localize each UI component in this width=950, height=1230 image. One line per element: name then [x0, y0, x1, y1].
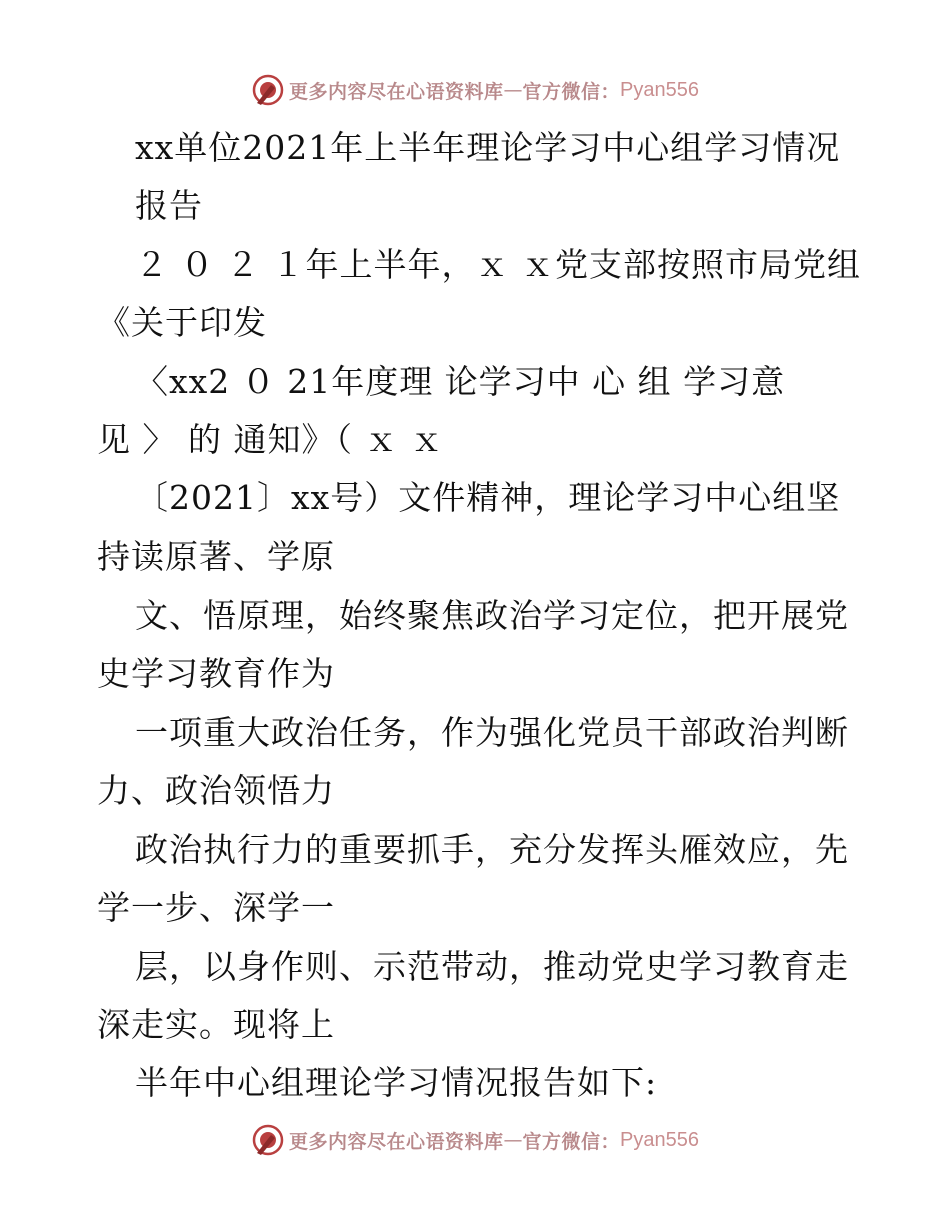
paragraph-line: 持读原著、学原 [97, 537, 335, 576]
paragraph-line: 〈xx2 ０ 21年度理 论学习中 心 组 学习意 [135, 362, 786, 401]
paragraph-line: 深走实。现将上 [97, 1005, 335, 1044]
paragraph-line: 〔2021〕xx号）文件精神，理论学习中心组坚 [135, 478, 841, 517]
paragraph-line: 力、政治领悟力 [97, 771, 335, 810]
watermark-separator: — [503, 79, 523, 101]
footer-watermark [0, 1120, 950, 1160]
pen-logo-icon [251, 73, 285, 107]
pen-logo-icon [251, 1123, 285, 1157]
paragraph-line: 见 〉 的 通知》（ ｘ ｘ [97, 420, 444, 459]
watermark-text: 更多内容尽在心语资料库 [289, 1130, 504, 1153]
watermark-id: Pyan556 [620, 1128, 699, 1151]
paragraph-line: 一项重大政治任务，作为强化党员干部政治判断 [135, 713, 849, 752]
watermark-label: 官方微信： [522, 80, 621, 103]
header-watermark [0, 70, 950, 110]
paragraph-line: 史学习教育作为 [97, 654, 335, 693]
paragraph-line: 层，以身作则、示范带动，推动党史学习教育走 [135, 947, 849, 986]
watermark-id: Pyan556 [620, 78, 699, 101]
paragraph-line: ２ ０ ２ １年上半年，ｘ ｘ党支部按照市局党组 [135, 245, 861, 284]
watermark-label: 官方微信： [522, 1130, 621, 1153]
paragraph-line: 政治执行力的重要抓手，充分发挥头雁效应，先 [135, 830, 849, 869]
watermark-separator: — [503, 1129, 523, 1151]
title-line-1: xx单位2021年上半年理论学习中心组学习情况 [135, 128, 841, 167]
paragraph-line: 《关于印发 [97, 303, 267, 342]
paragraph-line: 半年中心组理论学习情况报告如下: [135, 1063, 658, 1102]
title-line-2: 报告 [135, 186, 203, 225]
paragraph-line: 文、悟原理，始终聚焦政治学习定位，把开展党 [135, 596, 849, 635]
watermark-text: 更多内容尽在心语资料库 [289, 80, 504, 103]
paragraph-line: 学一步、深学一 [97, 888, 335, 927]
